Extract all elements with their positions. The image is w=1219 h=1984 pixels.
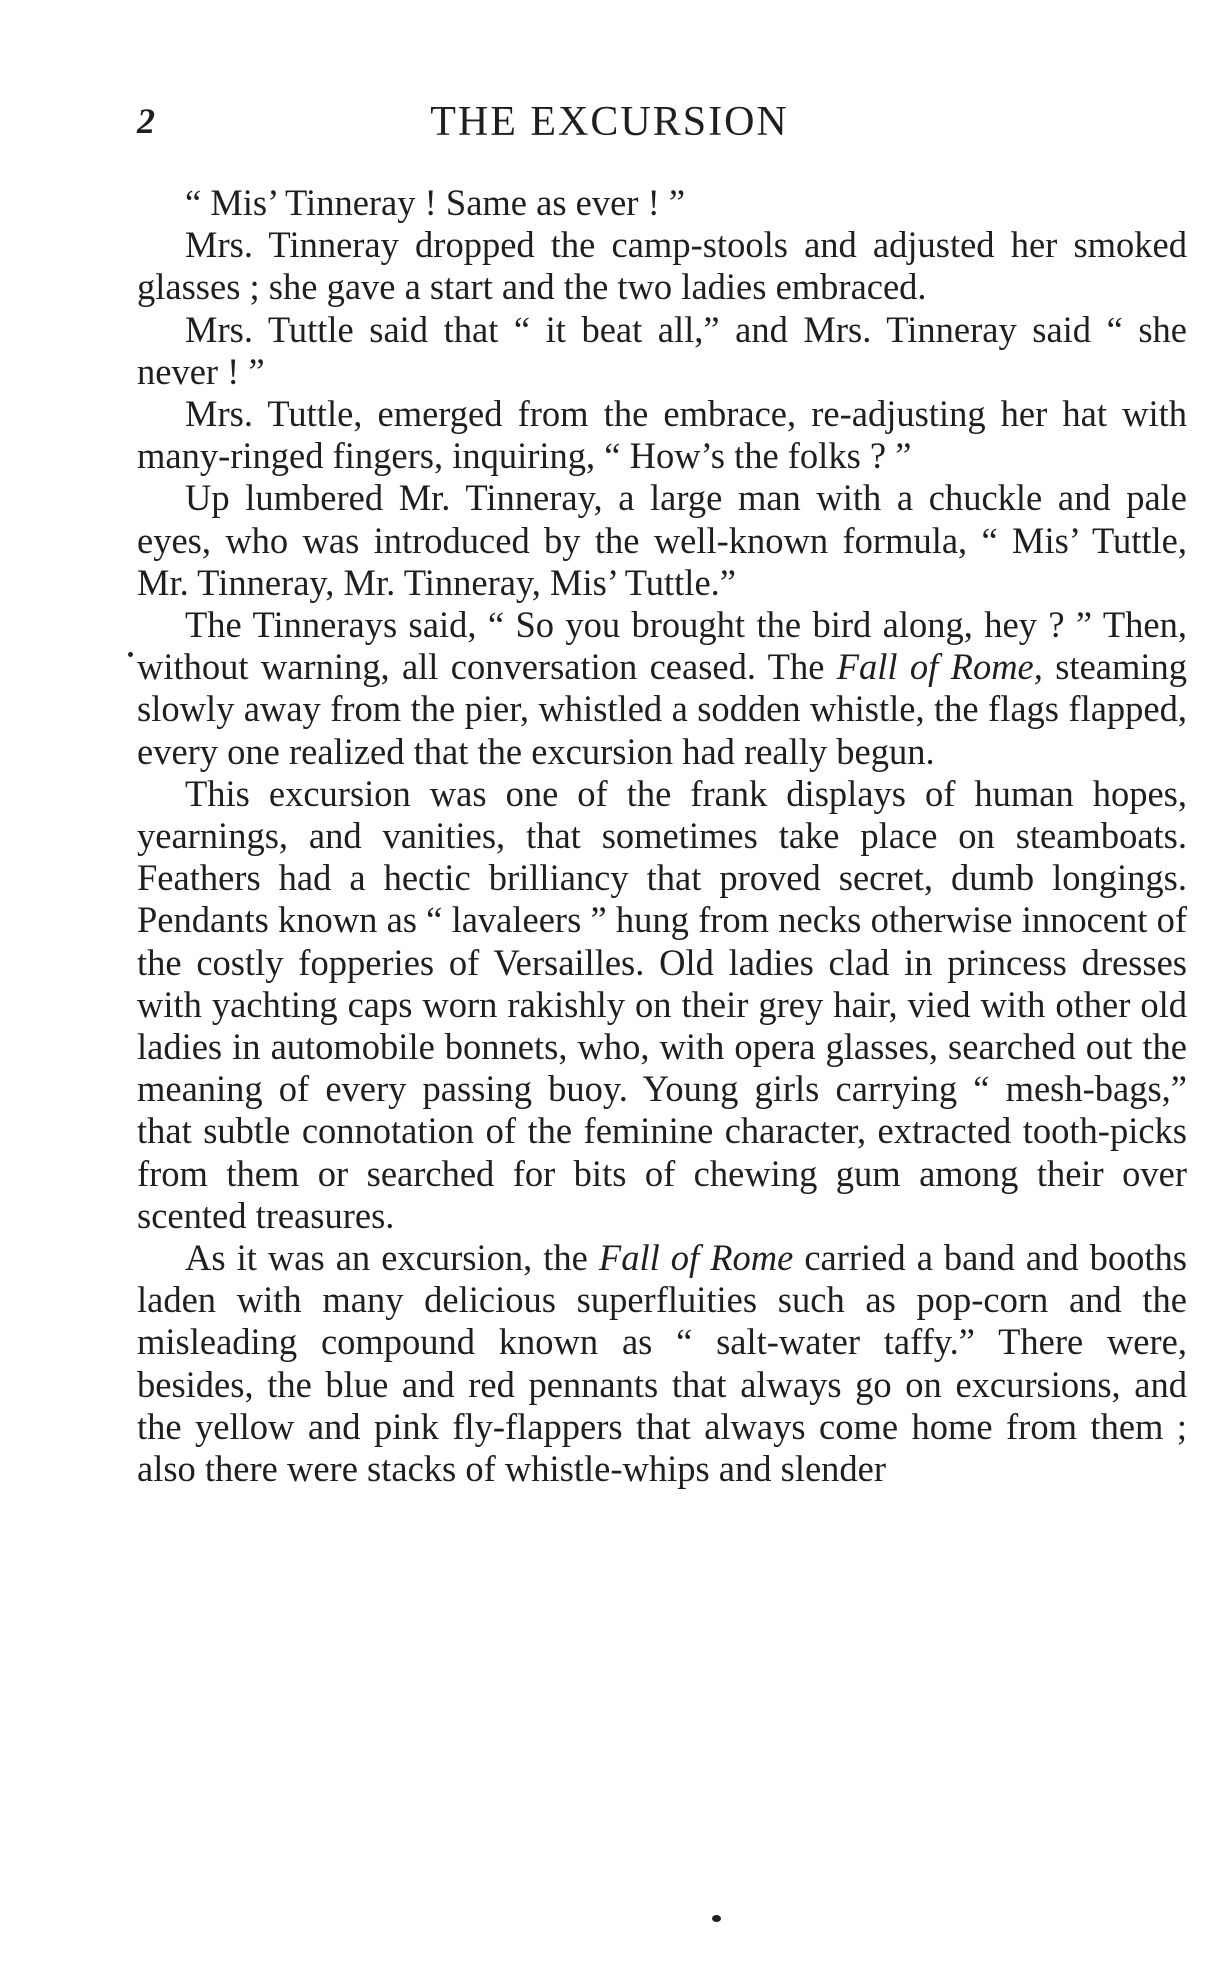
running-title: THE EXCURSION [430,99,789,145]
ship-name-italic: Fall of Rome, [836,646,1043,688]
paragraph-4: Mrs. Tuttle, emerged from the embrace, re-adjusting her hat with many-ringed fingers, inquiring, “ How’s the folks ? ” [137,393,1187,477]
paragraph-8 [137,1237,1187,1490]
paragraph-6-text-b: steaming slowly away from the pier, whistled a sodden whistle, the flags flapped, every one realized that the excursion had really begun. [137,646,1188,772]
body-text [137,182,1187,1490]
paragraph-1: “ Mis’ Tinneray ! Same as ever ! ” [185,182,686,223]
paragraph-8-text-b: carried a band and booths laden with many delicious superfluities such as pop-corn and the misleading compound known as “ salt-water taffy.” There were, besides, the blue and red pennants that always go on excursions, and the yellow and pink fly-flappers that always come home from them ; also there were stacks of whistle-whips and slender [137,1237,1187,1490]
margin-speck [128,652,133,657]
footer-speck [712,1915,721,1922]
page-number: 2 [137,101,155,141]
paragraph-7: This excursion was one of the frank displays of human hopes, yearnings, and vanities, that sometimes take place on steamboats. Feathers had a hectic brilliancy that proved secret, dumb longings. Pendants known as “ lavaleers ” hung from necks otherwise innocent of the costly fopperies of Versailles. Old ladies clad in princess dresses with yachting caps worn rakishly on their grey hair, vied with other old ladies in automobile bonnets, who, with opera glasses, searched out the meaning of every passing buoy. Young girls carrying “ mesh-bags,” that subtle connotation of the feminine character, extracted tooth-picks from them or searched for bits of chewing gum among their over scented treasures. [137,772,1187,1236]
ship-name-italic: Fall of Rome [598,1237,794,1279]
paragraph-2: Mrs. Tinneray dropped the camp-stools and adjusted her smoked glasses ; she gave a start and the two ladies embraced. [137,224,1187,308]
paragraph-3: Mrs. Tuttle said that “ it beat all,” and Mrs. Tinneray said “ she never ! ” [137,308,1187,392]
paragraph-8-text-a: As it was an excursion, the [185,1237,599,1279]
paragraph-5: Up lumbered Mr. Tinneray, a large man with a chuckle and pale eyes, who was introduced by the well-known formula, “ Mis’ Tuttle, Mr. Tinneray, Mr. Tinneray, Mis’ Tuttle.” [137,477,1187,603]
paragraph-6-text-a: The Tinnerays said, “ So you brought the bird along, hey ? ” Then, without warning, all conversation ceased. The [137,604,1187,688]
paragraph-6 [137,604,1187,773]
